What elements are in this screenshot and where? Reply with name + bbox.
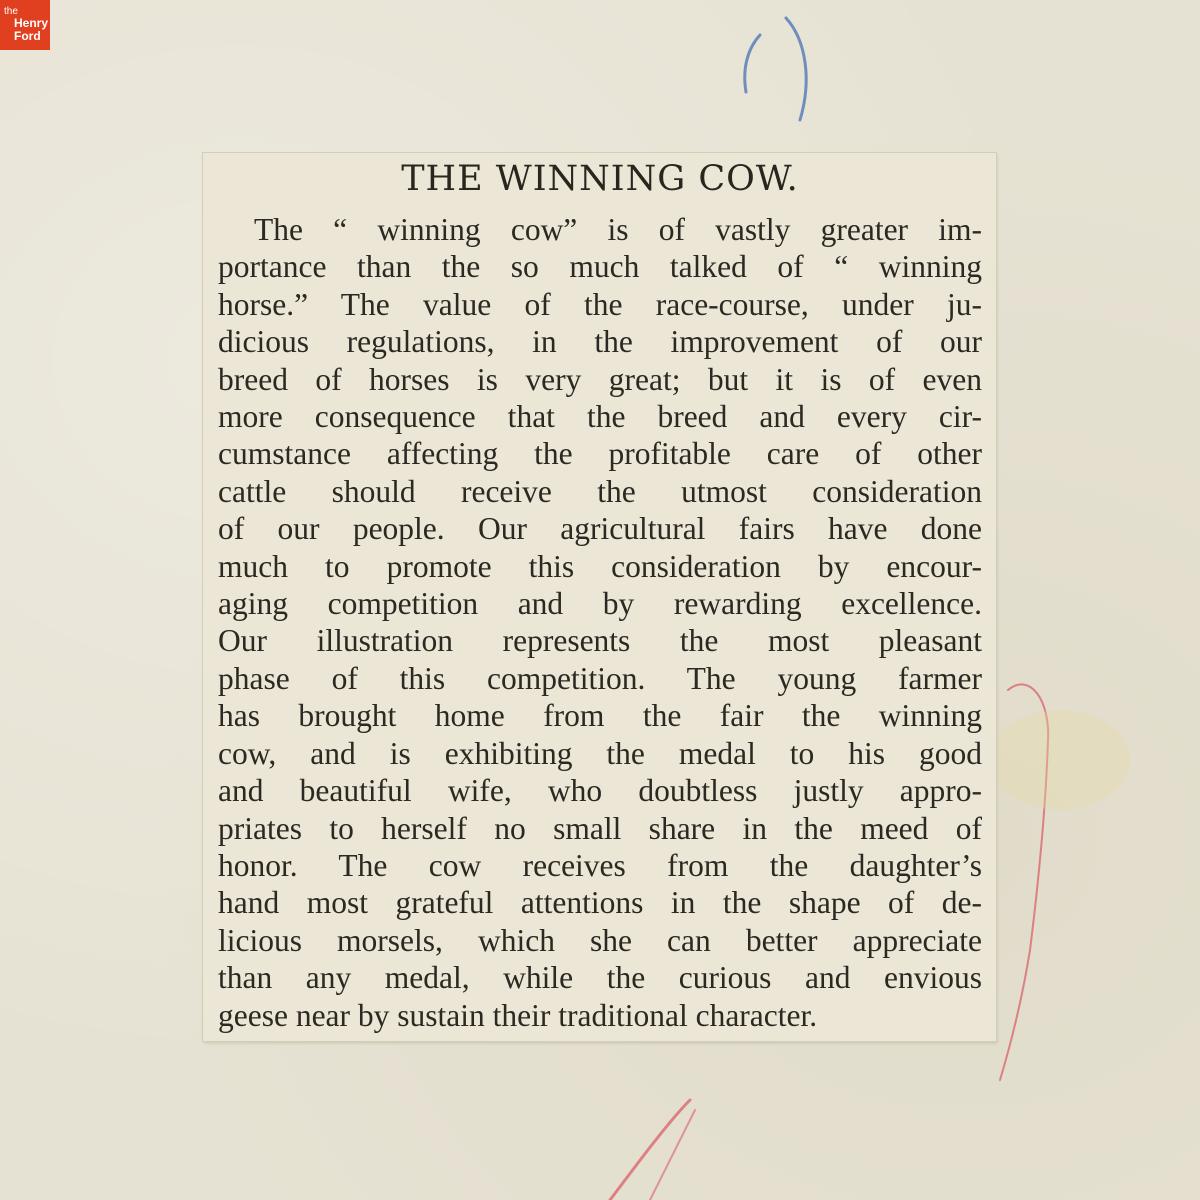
article-body [218, 211, 982, 1034]
article-line: cumstance affecting the profitable care of other [218, 436, 982, 472]
article-line: licious morsels, which she can better appreciate [218, 922, 982, 958]
article-line: of our people. Our agricultural fairs have done [218, 511, 982, 547]
article-line: cattle should receive the utmost consideration [218, 473, 982, 509]
article-line: breed of horses is very great; but it is of even [218, 361, 982, 397]
logo-small-word: the [4, 6, 18, 17]
article-line: dicious regulations, in the improvement of our [218, 324, 982, 360]
article-line: geese near by sustain their traditional character. [218, 997, 818, 1033]
newspaper-clipping [203, 153, 996, 1041]
article-line: hand most grateful attentions in the shape of de- [218, 885, 982, 921]
article-line: has brought home from the fair the winning [218, 698, 982, 734]
logo-word-henry: Henry [14, 16, 49, 30]
article-line: aging competition and by rewarding excellence. [218, 586, 982, 622]
henry-ford-logo [0, 0, 50, 50]
article-line: much to promote this consideration by encour- [218, 548, 982, 584]
article-line: horse.” The value of the race-course, under ju- [218, 286, 982, 322]
article-line: and beautiful wife, who doubtless justly appro- [218, 773, 982, 809]
blue-pencil-mark-left [745, 35, 760, 92]
paper-stain [990, 710, 1130, 810]
article-line: portance than the so much talked of “ winning [218, 249, 982, 285]
article-line: Our illustration represents the most pleasant [218, 623, 982, 659]
red-pencil-mark-bottom-2 [650, 1110, 695, 1200]
article-line: than any medal, while the curious and envious [218, 960, 982, 996]
article-line: more consequence that the breed and every cir- [218, 399, 982, 435]
red-pencil-mark-bottom [610, 1100, 690, 1200]
article-line: priates to herself no small share in the meed of [218, 810, 982, 846]
article-line: phase of this competition. The young farmer [218, 660, 982, 696]
article-line: cow, and is exhibiting the medal to his good [218, 735, 982, 771]
red-pencil-mark-right [1000, 684, 1048, 1080]
article-title: THE WINNING COW. [401, 159, 799, 199]
article-line: The “ winning cow” is of vastly greater im- [254, 212, 982, 247]
article-line: honor. The cow receives from the daughter’s [218, 847, 982, 883]
logo-word-ford: Ford [14, 29, 41, 43]
blue-pencil-mark-right [786, 18, 806, 120]
